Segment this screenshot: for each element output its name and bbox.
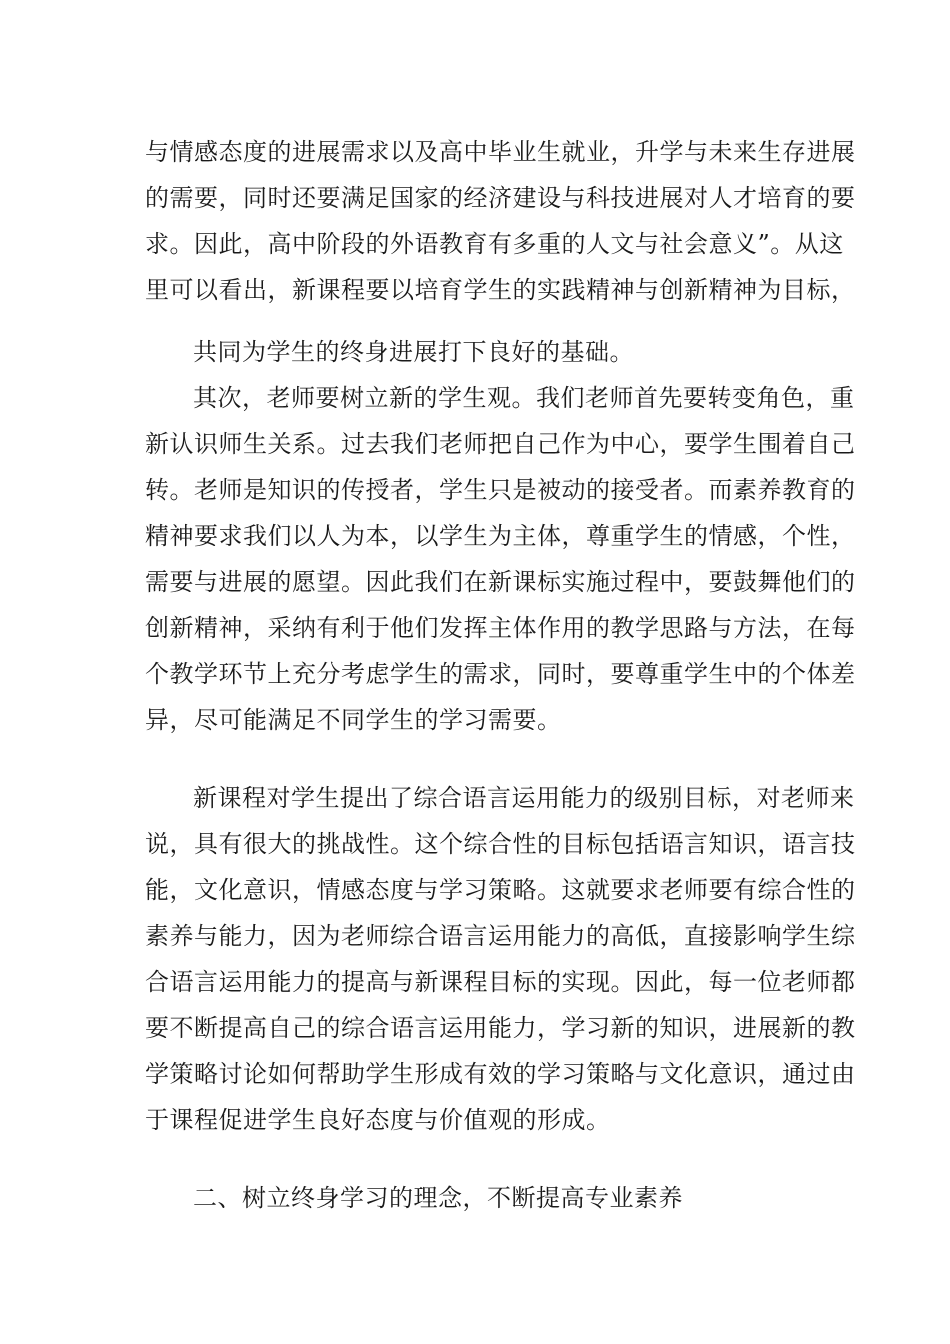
paragraph-line: 求。因此，高中阶段的外语教育有多重的人文与社会意义”。从这 [145, 230, 844, 258]
paragraph-line: 共同为学生的终身进展打下良好的基础。 [193, 338, 634, 366]
paragraph-line: 合语言运用能力的提高与新课程目标的实现。因此，每一位老师都 [145, 968, 856, 996]
paragraph-line: 转。老师是知识的传授者，学生只是被动的接受者。而素养教育的 [145, 476, 856, 504]
paragraph-line: 异，尽可能满足不同学生的学习需要。 [145, 706, 562, 734]
paragraph-line: 精神要求我们以人为本，以学生为主体，尊重学生的情感，个性， [145, 522, 856, 550]
paragraph-line: 于课程促进学生良好态度与价值观的形成。 [145, 1106, 611, 1134]
paragraph-line: 的需要，同时还要满足国家的经济建设与科技进展对人才培育的要 [145, 184, 856, 212]
paragraph-line: 说，具有很大的挑战性。这个综合性的目标包括语言知识，语言技 [145, 830, 856, 858]
paragraph-line: 素养与能力，因为老师综合语言运用能力的高低，直接影响学生综 [145, 922, 856, 950]
paragraph-line: 新课程对学生提出了综合语言运用能力的级别目标，对老师来 [193, 784, 855, 812]
paragraph-line: 个教学环节上充分考虑学生的需求，同时，要尊重学生中的个体差 [145, 660, 856, 688]
section-heading: 二、树立终身学习的理念，不断提高专业素养 [193, 1184, 683, 1212]
paragraph-line: 里可以看出，新课程要以培育学生的实践精神与创新精神为目标， [145, 276, 856, 304]
paragraph-line: 新认识师生关系。过去我们老师把自己作为中心，要学生围着自己 [145, 430, 856, 458]
paragraph-line: 其次，老师要树立新的学生观。我们老师首先要转变角色，重 [193, 384, 855, 412]
paragraph-line: 学策略讨论如何帮助学生形成有效的学习策略与文化意识，通过由 [145, 1060, 856, 1088]
paragraph-line: 能，文化意识，情感态度与学习策略。这就要求老师要有综合性的 [145, 876, 856, 904]
paragraph-line: 要不断提高自己的综合语言运用能力，学习新的知识，进展新的教 [145, 1014, 856, 1042]
paragraph-line: 需要与进展的愿望。因此我们在新课标实施过程中，要鼓舞他们的 [145, 568, 856, 596]
paragraph-line: 与情感态度的进展需求以及高中毕业生就业，升学与未来生存进展 [145, 138, 856, 166]
paragraph-line: 创新精神，采纳有利于他们发挥主体作用的教学思路与方法，在每 [145, 614, 856, 642]
